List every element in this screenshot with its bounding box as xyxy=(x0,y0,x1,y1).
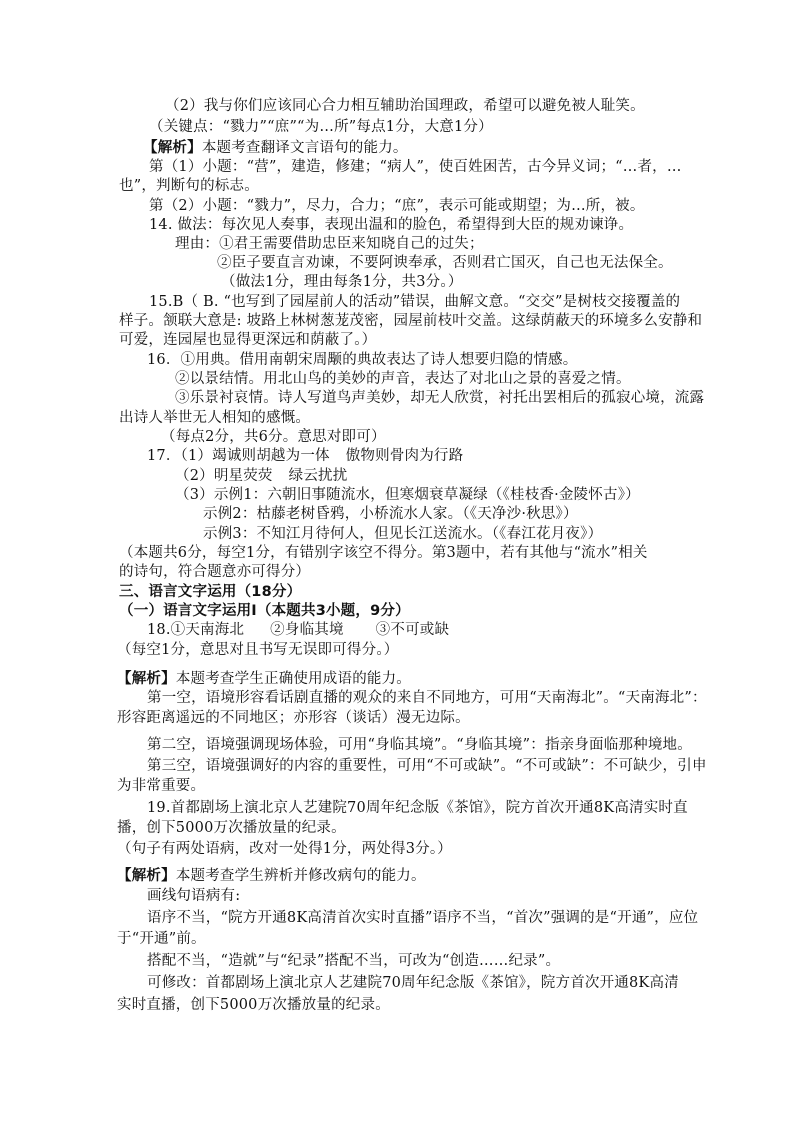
subsection-1-heading: （一）语言文字运用Ⅰ（本题共3小题，9分） xyxy=(119,603,410,619)
analysis-13-heading: 【解析】本题考查翻译文言语句的能力。 xyxy=(143,140,408,156)
answer-18-scoring: （每空1分，意思对且书写无误即可得分。） xyxy=(117,642,399,658)
analysis-18-blank-2: 第二空，语境强调现场体验，可用“身临其境”。“身临其境”：指亲身面临那种境地。 xyxy=(147,737,692,753)
answer-13-2-keypoints: （关键点：“戮力”“庶”“为…所”每点1分，大意1分） xyxy=(149,119,493,135)
answer-14-method: 14. 做法：每次见人奏事，表现出温和的脸色，希望得到大臣的规劝谏诤。 xyxy=(149,217,634,233)
answer-19-scoring: （句子有两处语病，改对一处得1分，两处得3分。） xyxy=(117,841,452,857)
analysis-19-intro: 画线句语病有: xyxy=(147,888,241,904)
analysis-tag: 【解析】 xyxy=(117,671,176,687)
analysis-tag: 【解析】 xyxy=(117,868,176,884)
answer-15: 15.B（ B. “也写到了园屋前人的活动”错误，曲解文意。“交交”是树枝交接覆盖的 xyxy=(149,294,681,310)
analysis-19-correction: 可修改：首都剧场上演北京人艺建院70周年纪念版《茶馆》，院方首次开通8K高清 xyxy=(147,975,679,991)
answer-16-point-2: ②以景结情。用北山鸟的美妙的声音，表达了对北山之景的喜爱之情。 xyxy=(175,371,631,387)
answer-17-3-example-3: 示例3：不知江月待何人，但见长江送流水。（《春江花月夜》） xyxy=(203,526,603,542)
answer-14-scoring: （做法1分，理由每条1分，共3分。） xyxy=(221,274,463,290)
answer-17-3-example-2: 示例2：枯藤老树昏鸦，小桥流水人家。（《天净沙·秋思》） xyxy=(203,506,578,522)
answer-18: 18.①天南海北 ②身临其境 ③不可或缺 xyxy=(147,622,450,638)
answer-19: 19.首都剧场上演北京人艺建院70周年纪念版《茶馆》，院方首次开通8K高清实时直 xyxy=(147,800,688,816)
analysis-19-error-1-cont: 于“开通”前。 xyxy=(117,931,206,947)
answer-19-cont: 播，创下5000万次播放量的纪录。 xyxy=(117,820,346,836)
analysis-19-error-2: 搭配不当，“造就”与“纪录”搭配不当，可改为“创造……纪录”。 xyxy=(147,953,561,969)
analysis-18-blank-3: 第三空，语境强调好的内容的重要性，可用“不可或缺”。“不可或缺”：不可缺少，引申 xyxy=(147,758,707,774)
answer-17-1: 17．（1）竭诚则胡越为一体 傲物则骨肉为行路 xyxy=(147,448,464,464)
answer-14-reason-1: 理由：①君王需要借助忠臣来知晓自己的过失； xyxy=(175,236,484,252)
answer-16-scoring: （每点2分，共6分。意思对即可） xyxy=(161,429,386,445)
answer-15-cont-2: 可爱，连园屋也显得更深远和荫蔽了。） xyxy=(119,332,377,348)
analysis-19-correction-cont: 实时直播，创下5000万次播放量的纪录。 xyxy=(117,997,390,1013)
answer-17-scoring-cont: 的诗句，符合题意亦可得分） xyxy=(119,564,311,580)
analysis-13-part1-cont: 也”，判断句的标志。 xyxy=(119,178,259,194)
answer-14-reason-2: ②臣子要直言劝谏，不要阿谀奉承，否则君亡国灭，自己也无法保全。 xyxy=(217,255,673,271)
answer-15-cont-1: 样子。颔联大意是: 坡路上林树葱茏茂密，园屋前枝叶交盖。这绿荫蔽天的环境多么安静和 xyxy=(119,313,703,329)
analysis-18-blank-1: 第一空，语境形容看话剧直播的观众的来自不同地方，可用“天南海北”。“天南海北”： xyxy=(147,690,707,706)
answer-16-point-3-cont: 出诗人举世无人相知的感慨。 xyxy=(119,410,311,426)
analysis-18-blank-3-cont: 为非常重要。 xyxy=(117,778,206,794)
analysis-13-part1: 第（1）小题：“营”，建造，修建；“病人”，使百姓困苦，古今异义词；“…者，… xyxy=(149,159,682,175)
answer-17-scoring: （本题共6分，每空1分，有错别字该空不得分。第3题中，若有其他与“流水”相关 xyxy=(119,545,648,561)
answer-16-point-3: ③乐景衬哀情。诗人写道鸟声美妙，却无人欣赏，衬托出罢相后的孤寂心境，流露 xyxy=(175,390,705,406)
answer-17-3-example-1: （3）示例1：六朝旧事随流水，但寒烟衰草凝绿（《桂枝香·金陵怀古》） xyxy=(175,487,640,503)
analysis-18-blank-1-cont: 形容距离遥远的不同地区；亦形容（谈话）漫无边际。 xyxy=(117,710,470,726)
section-3-heading: 三、语言文字运用（18分） xyxy=(119,584,302,600)
analysis-tag: 【解析】 xyxy=(143,140,202,156)
analysis-18-heading: 【解析】本题考查学生正确使用成语的能力。 xyxy=(117,671,412,687)
answer-16-point-1: 16．①用典。借用南朝宋周颙的典故表达了诗人想要归隐的情感。 xyxy=(147,352,578,368)
answer-13-2-translation: （2）我与你们应该同心合力相互辅助治国理政，希望可以避免被人耻笑。 xyxy=(165,98,645,114)
analysis-19-error-1: 语序不当，“院方开通8K高清首次实时直播”语序不当，“首次”强调的是“开通”，应位 xyxy=(147,910,699,926)
analysis-19-heading: 【解析】本题考查学生辨析并修改病句的能力。 xyxy=(117,868,426,884)
answer-17-2: （2）明星荧荧 绿云扰扰 xyxy=(175,468,348,484)
analysis-13-part2: 第（2）小题：“戮力”，尽力，合力；“庶”，表示可能或期望；为…所，被。 xyxy=(149,198,645,214)
